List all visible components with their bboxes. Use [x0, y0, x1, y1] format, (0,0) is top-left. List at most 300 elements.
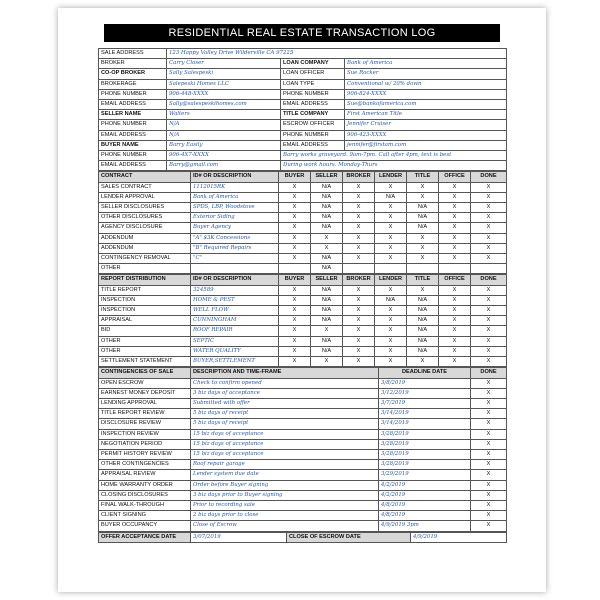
contingencies-header-row: [99, 368, 507, 378]
contract-mark: X: [407, 254, 439, 264]
contingency-description: 15 biz days of acceptance: [191, 429, 379, 439]
contract-mark: X: [343, 223, 375, 233]
info-value: Sally@salespeskihomes.com: [167, 100, 281, 110]
contingency-done: X: [471, 419, 507, 429]
contract-item-label: CONTINGENCY REMOVAL: [99, 254, 191, 264]
contract-mark: X: [279, 192, 311, 202]
note-value: During work hours. Monday-Thurs: [281, 161, 507, 171]
info-label-right: LOAN COMPANY: [281, 59, 345, 69]
contingency-deadline: 4/8/2019: [379, 500, 471, 510]
contingency-label: OTHER CONTINGENCIES: [99, 460, 191, 470]
report-item-label: APPRAISAL: [99, 316, 191, 326]
contract-header-cell: SELLER: [311, 172, 343, 182]
contract-mark: X: [439, 192, 471, 202]
contract-mark: X: [343, 203, 375, 213]
report-mark: X: [471, 285, 507, 295]
contingencies-header-cell: DONE: [471, 368, 507, 378]
contingency-done: X: [471, 511, 507, 521]
info-value: Sally Salespeski: [167, 69, 281, 79]
contract-mark: [343, 264, 375, 274]
info-row: [99, 49, 507, 59]
contract-mark: X: [343, 192, 375, 202]
transaction-log-form: [98, 48, 506, 543]
contract-mark: X: [471, 243, 507, 253]
info-value: Carry Closer: [167, 59, 281, 69]
report-mark: X: [343, 316, 375, 326]
contingency-done: X: [471, 398, 507, 408]
contract-header-cell: BROKER: [343, 172, 375, 182]
contingency-done: X: [471, 439, 507, 449]
contingency-row: [99, 521, 507, 531]
contract-mark: N/A: [311, 223, 343, 233]
report-mark: X: [279, 346, 311, 356]
close-of-escrow-label: CLOSE OF ESCROW DATE: [287, 532, 411, 542]
report-mark: N/A: [407, 316, 439, 326]
report-mark: X: [471, 316, 507, 326]
info-label: BROKERAGE: [99, 79, 167, 89]
contingency-description: Submitted with offer: [191, 398, 379, 408]
contract-row: [99, 233, 507, 243]
report-description: WATER QUALITY: [191, 346, 279, 356]
contingency-label: NEGOTIATION PERIOD: [99, 439, 191, 449]
contingencies-header-cell: DESCRIPTION AND TIME-FRAME: [191, 368, 379, 378]
info-label-right: LOAN TYPE: [281, 79, 345, 89]
report-mark: N/A: [311, 295, 343, 305]
info-value-right: First American Title: [345, 110, 507, 120]
contract-mark: X: [375, 182, 407, 192]
contract-mark: N/A: [311, 264, 343, 274]
report-mark: X: [439, 316, 471, 326]
contract-description: Exterior Siding: [191, 213, 279, 223]
info-label-right: ESCROW OFFICER: [281, 120, 345, 130]
contract-mark: X: [279, 213, 311, 223]
contingency-description: Check to confirm opened: [191, 378, 379, 388]
contract-description: "B" Required Repairs: [191, 243, 279, 253]
contingency-deadline: 4/2/2019: [379, 480, 471, 490]
report-mark: X: [375, 326, 407, 336]
contract-mark: X: [343, 243, 375, 253]
contract-mark: X: [279, 254, 311, 264]
contingency-row: [99, 511, 507, 521]
report-row: [99, 346, 507, 356]
report-description: BUYER,SETTLEMENT: [191, 357, 279, 367]
contingency-row: [99, 449, 507, 459]
contract-mark: X: [375, 233, 407, 243]
info-label: PHONE NUMBER: [99, 120, 167, 130]
note-value: Barry works graveyard. 9am-7pm. Call after 4pm, text is best: [281, 151, 507, 161]
contract-description: Bank of America: [191, 192, 279, 202]
contract-item-label: OTHER DISCLOSURES: [99, 213, 191, 223]
report-row: [99, 316, 507, 326]
contract-item-label: SELLER DISCLOSURES: [99, 203, 191, 213]
contingency-row: [99, 460, 507, 470]
report-item-label: SETTLEMENT STATEMENT: [99, 357, 191, 367]
report-description: CUNNINGHAM: [191, 316, 279, 326]
contract-description: Buyer Agency: [191, 223, 279, 233]
contract-description: "A" $3K Concessions: [191, 233, 279, 243]
contract-mark: N/A: [407, 203, 439, 213]
contract-header-cell: LENDER: [375, 172, 407, 182]
contingency-description: 2 biz days prior to close: [191, 511, 379, 521]
report-description: SEPTIC: [191, 336, 279, 346]
contract-mark: X: [407, 182, 439, 192]
contract-header-cell: DONE: [471, 172, 507, 182]
info-row: [99, 140, 507, 150]
contingency-row: [99, 398, 507, 408]
report-mark: X: [471, 306, 507, 316]
contract-mark: X: [279, 223, 311, 233]
report-header-row: [99, 275, 507, 285]
contingencies-header-cell: DEADLINE DATE: [379, 368, 471, 378]
contract-mark: N/A: [311, 192, 343, 202]
contingency-label: PERMIT HISTORY REVIEW: [99, 449, 191, 459]
contract-mark: X: [375, 223, 407, 233]
report-row: [99, 357, 507, 367]
info-row: [99, 89, 507, 99]
contingency-row: [99, 388, 507, 398]
contract-description: [191, 264, 279, 274]
report-mark: X: [375, 306, 407, 316]
report-mark: N/A: [407, 295, 439, 305]
report-mark: X: [343, 346, 375, 356]
contract-mark: X: [407, 243, 439, 253]
report-mark: X: [471, 336, 507, 346]
contingency-done: X: [471, 409, 507, 419]
contract-row: [99, 223, 507, 233]
contingency-label: LENDING APPROVAL: [99, 398, 191, 408]
contract-mark: N/A: [311, 254, 343, 264]
contingency-deadline: 3/28/2019: [379, 460, 471, 470]
report-header-cell: LENDER: [375, 275, 407, 285]
footer-table: [98, 532, 507, 543]
report-mark: X: [343, 285, 375, 295]
contingency-done: X: [471, 388, 507, 398]
contract-mark: X: [279, 203, 311, 213]
report-mark: X: [279, 357, 311, 367]
contract-mark: N/A: [375, 192, 407, 202]
report-mark: X: [375, 346, 407, 356]
contract-mark: X: [343, 182, 375, 192]
contract-item-label: OTHER: [99, 264, 191, 274]
contingency-row: [99, 429, 507, 439]
report-description: WELL FLOW: [191, 306, 279, 316]
report-mark: N/A: [375, 295, 407, 305]
contingency-done: X: [471, 500, 507, 510]
report-mark: X: [279, 285, 311, 295]
footer-row: [99, 532, 507, 542]
info-value-right: Jennifer Cruiser: [345, 120, 507, 130]
report-mark: N/A: [407, 326, 439, 336]
info-label: BUYER NAME: [99, 140, 167, 150]
contract-row: [99, 182, 507, 192]
contract-mark: X: [471, 233, 507, 243]
info-value-right: Sue@bankofamerica.com: [345, 100, 507, 110]
report-mark: X: [375, 336, 407, 346]
report-item-label: TITLE REPORT: [99, 285, 191, 295]
report-mark: X: [439, 306, 471, 316]
report-header-cell: BUYER: [279, 275, 311, 285]
info-value: Walters: [167, 110, 281, 120]
contract-mark: X: [471, 254, 507, 264]
report-row: [99, 285, 507, 295]
info-label: BROKER: [99, 59, 167, 69]
contingency-label: OPEN ESCROW: [99, 378, 191, 388]
contract-mark: X: [375, 243, 407, 253]
info-row: [99, 69, 507, 79]
contingency-description: Close of Escrow: [191, 521, 379, 531]
info-value: 906-4X7-XXXX: [167, 151, 281, 161]
report-mark: X: [439, 346, 471, 356]
contract-mark: X: [311, 233, 343, 243]
report-mark: X: [439, 357, 471, 367]
contingency-deadline: 3/7/2019: [379, 398, 471, 408]
contract-mark: X: [439, 243, 471, 253]
report-mark: X: [279, 336, 311, 346]
info-value-right: 906-824-XXXX: [345, 89, 507, 99]
contingency-row: [99, 470, 507, 480]
contingency-description: 15 biz days of acceptance: [191, 439, 379, 449]
contingency-done: X: [471, 460, 507, 470]
contingencies-table: [98, 367, 507, 531]
contingency-label: DISCLOSURE REVIEW: [99, 419, 191, 429]
contract-mark: X: [471, 223, 507, 233]
info-value-right: Bank of America: [345, 59, 507, 69]
contract-mark: [375, 264, 407, 274]
info-label-right: PHONE NUMBER: [281, 130, 345, 140]
contract-mark: X: [279, 182, 311, 192]
contract-header-cell: TITLE: [407, 172, 439, 182]
info-row: [99, 151, 507, 161]
report-mark: X: [407, 285, 439, 295]
info-value-right: 906-423-XXXX: [345, 130, 507, 140]
contract-item-label: AGENCY DISCLOSURE: [99, 223, 191, 233]
report-item-label: OTHER: [99, 336, 191, 346]
contingency-description: 5 biz days of receipt: [191, 409, 379, 419]
contingency-description: 3 biz days of acceptance: [191, 388, 379, 398]
info-label: EMAIL ADDRESS: [99, 161, 167, 171]
contract-mark: [439, 264, 471, 274]
contingency-description: Roof repair garage: [191, 460, 379, 470]
info-label: CO-OP BROKER: [99, 69, 167, 79]
contingency-label: TITLE REPORT REVIEW: [99, 409, 191, 419]
contract-mark: [471, 264, 507, 274]
contingency-label: EARNEST MONEY DEPOSIT: [99, 388, 191, 398]
report-mark: X: [471, 326, 507, 336]
report-header-cell: TITLE: [407, 275, 439, 285]
report-header-cell: BROKER: [343, 275, 375, 285]
report-mark: N/A: [407, 346, 439, 356]
info-label-right: TITLE COMPANY: [281, 110, 345, 120]
contract-row: [99, 264, 507, 274]
report-mark: X: [343, 326, 375, 336]
info-label-right: EMAIL ADDRESS: [281, 140, 345, 150]
info-row: [99, 120, 507, 130]
document-page: [58, 8, 546, 592]
report-mark: X: [471, 295, 507, 305]
report-mark: X: [375, 316, 407, 326]
info-table: [98, 48, 507, 171]
contract-mark: X: [375, 213, 407, 223]
report-mark: X: [279, 306, 311, 316]
info-row: [99, 59, 507, 69]
contract-mark: X: [407, 233, 439, 243]
contingency-row: [99, 439, 507, 449]
report-header-cell: REPORT DISTRIBUTION: [99, 275, 191, 285]
contract-mark: X: [471, 182, 507, 192]
report-mark: X: [375, 357, 407, 367]
report-mark: N/A: [311, 306, 343, 316]
report-mark: X: [311, 357, 343, 367]
report-item-label: BID: [99, 326, 191, 336]
contract-description: SPDS, LBP, Woodstove: [191, 203, 279, 213]
report-mark: X: [343, 357, 375, 367]
contract-mark: X: [439, 213, 471, 223]
contingency-description: 5 biz days of receipt: [191, 419, 379, 429]
contingency-deadline: 3/14/2019: [379, 419, 471, 429]
contract-mark: N/A: [311, 182, 343, 192]
contract-header-row: [99, 172, 507, 182]
contingency-deadline: 4/8/2019: [379, 511, 471, 521]
contingency-row: [99, 490, 507, 500]
contract-mark: X: [279, 233, 311, 243]
report-mark: X: [279, 295, 311, 305]
contingency-done: X: [471, 490, 507, 500]
contingency-deadline: 3/29/2019: [379, 470, 471, 480]
contract-mark: X: [407, 192, 439, 202]
report-mark: X: [439, 336, 471, 346]
report-mark: X: [343, 306, 375, 316]
report-description: ROOF REPAIR: [191, 326, 279, 336]
report-row: [99, 326, 507, 336]
info-label-right: EMAIL ADDRESS: [281, 100, 345, 110]
info-label: EMAIL ADDRESS: [99, 130, 167, 140]
contingency-label: APPRAISAL REVIEW: [99, 470, 191, 480]
contingency-deadline: 4/9/2019 3pm: [379, 521, 471, 531]
contingency-row: [99, 409, 507, 419]
contingency-row: [99, 500, 507, 510]
contingency-deadline: 3/28/2019: [379, 429, 471, 439]
contract-item-label: LENDER APPROVAL: [99, 192, 191, 202]
contingency-deadline: 4/2/2019: [379, 490, 471, 500]
contract-mark: X: [471, 213, 507, 223]
report-mark: X: [407, 357, 439, 367]
info-value: 123 Happy Valley Drive Wilderville CA 97225: [167, 49, 507, 59]
offer-acceptance-label: OFFER ACCEPTANCE DATE: [99, 532, 191, 542]
contract-mark: X: [439, 182, 471, 192]
info-row: [99, 130, 507, 140]
close-of-escrow-date: 4/9/2019: [411, 532, 507, 542]
contingency-done: X: [471, 470, 507, 480]
report-mark: X: [439, 326, 471, 336]
contract-mark: N/A: [407, 213, 439, 223]
contingency-row: [99, 419, 507, 429]
contingencies-header-cell: CONTINGENCIES OF SALE: [99, 368, 191, 378]
contract-row: [99, 192, 507, 202]
info-value: Barry Easily: [167, 140, 281, 150]
contract-item-label: ADDENDUM: [99, 233, 191, 243]
report-description: HOME & PEST: [191, 295, 279, 305]
info-label: PHONE NUMBER: [99, 151, 167, 161]
contract-mark: X: [311, 243, 343, 253]
contract-header-cell: CONTRACT: [99, 172, 191, 182]
contract-row: [99, 203, 507, 213]
report-mark: X: [311, 326, 343, 336]
contingency-done: X: [471, 449, 507, 459]
contingency-description: Lender system due date: [191, 470, 379, 480]
report-header-cell: DONE: [471, 275, 507, 285]
contract-row: [99, 254, 507, 264]
contract-mark: X: [439, 223, 471, 233]
info-label: SELLER NAME: [99, 110, 167, 120]
info-label: SALE ADDRESS: [99, 49, 167, 59]
contract-mark: N/A: [311, 203, 343, 213]
contingency-label: CLOSING DISCLOSURES: [99, 490, 191, 500]
contract-mark: X: [375, 203, 407, 213]
contract-mark: X: [439, 233, 471, 243]
contingency-deadline: 3/28/2019: [379, 449, 471, 459]
report-header-cell: OFFICE: [439, 275, 471, 285]
contract-header-cell: OFFICE: [439, 172, 471, 182]
report-mark: N/A: [407, 336, 439, 346]
report-mark: X: [343, 336, 375, 346]
contract-mark: X: [343, 213, 375, 223]
contingency-description: Prior to recording sale: [191, 500, 379, 510]
contract-description: "C": [191, 254, 279, 264]
info-value-right: jennifer@firstam.com: [345, 140, 507, 150]
info-value-right: Conventional w/ 20% down: [345, 79, 507, 89]
contingency-row: [99, 378, 507, 388]
report-item-label: OTHER: [99, 346, 191, 356]
contract-item-label: SALES CONTRACT: [99, 182, 191, 192]
contingency-deadline: 3/28/2019: [379, 439, 471, 449]
report-header-cell: SELLER: [311, 275, 343, 285]
contract-mark: X: [375, 254, 407, 264]
info-label: EMAIL ADDRESS: [99, 100, 167, 110]
info-label-right: PHONE NUMBER: [281, 89, 345, 99]
info-value: Barry@gmail.com: [167, 161, 281, 171]
contingency-label: INSPECTION REVIEW: [99, 429, 191, 439]
contingency-label: HOME WARRANTY ORDER: [99, 480, 191, 490]
report-mark: X: [279, 316, 311, 326]
report-mark: X: [279, 326, 311, 336]
report-mark: X: [471, 346, 507, 356]
report-mark: X: [439, 285, 471, 295]
info-value: 906-448-XXXX: [167, 89, 281, 99]
info-row: [99, 161, 507, 171]
contract-mark: X: [279, 243, 311, 253]
contingency-done: X: [471, 521, 507, 531]
contract-description: 1112015RK: [191, 182, 279, 192]
contract-item-label: ADDENDUM: [99, 243, 191, 253]
contract-row: [99, 243, 507, 253]
info-label: PHONE NUMBER: [99, 89, 167, 99]
report-mark: N/A: [311, 346, 343, 356]
info-value: Salepeski Homes LLC: [167, 79, 281, 89]
contract-table: [98, 171, 507, 274]
contract-mark: X: [471, 192, 507, 202]
contract-mark: X: [343, 233, 375, 243]
info-row: [99, 100, 507, 110]
report-item-label: INSPECTION: [99, 306, 191, 316]
info-value: N/A: [167, 130, 281, 140]
report-mark: X: [471, 357, 507, 367]
contract-mark: X: [439, 203, 471, 213]
report-mark: X: [439, 295, 471, 305]
report-item-label: INSPECTION: [99, 295, 191, 305]
contract-header-cell: BUYER: [279, 172, 311, 182]
info-value-right: Sue Rocker: [345, 69, 507, 79]
info-row: [99, 110, 507, 120]
